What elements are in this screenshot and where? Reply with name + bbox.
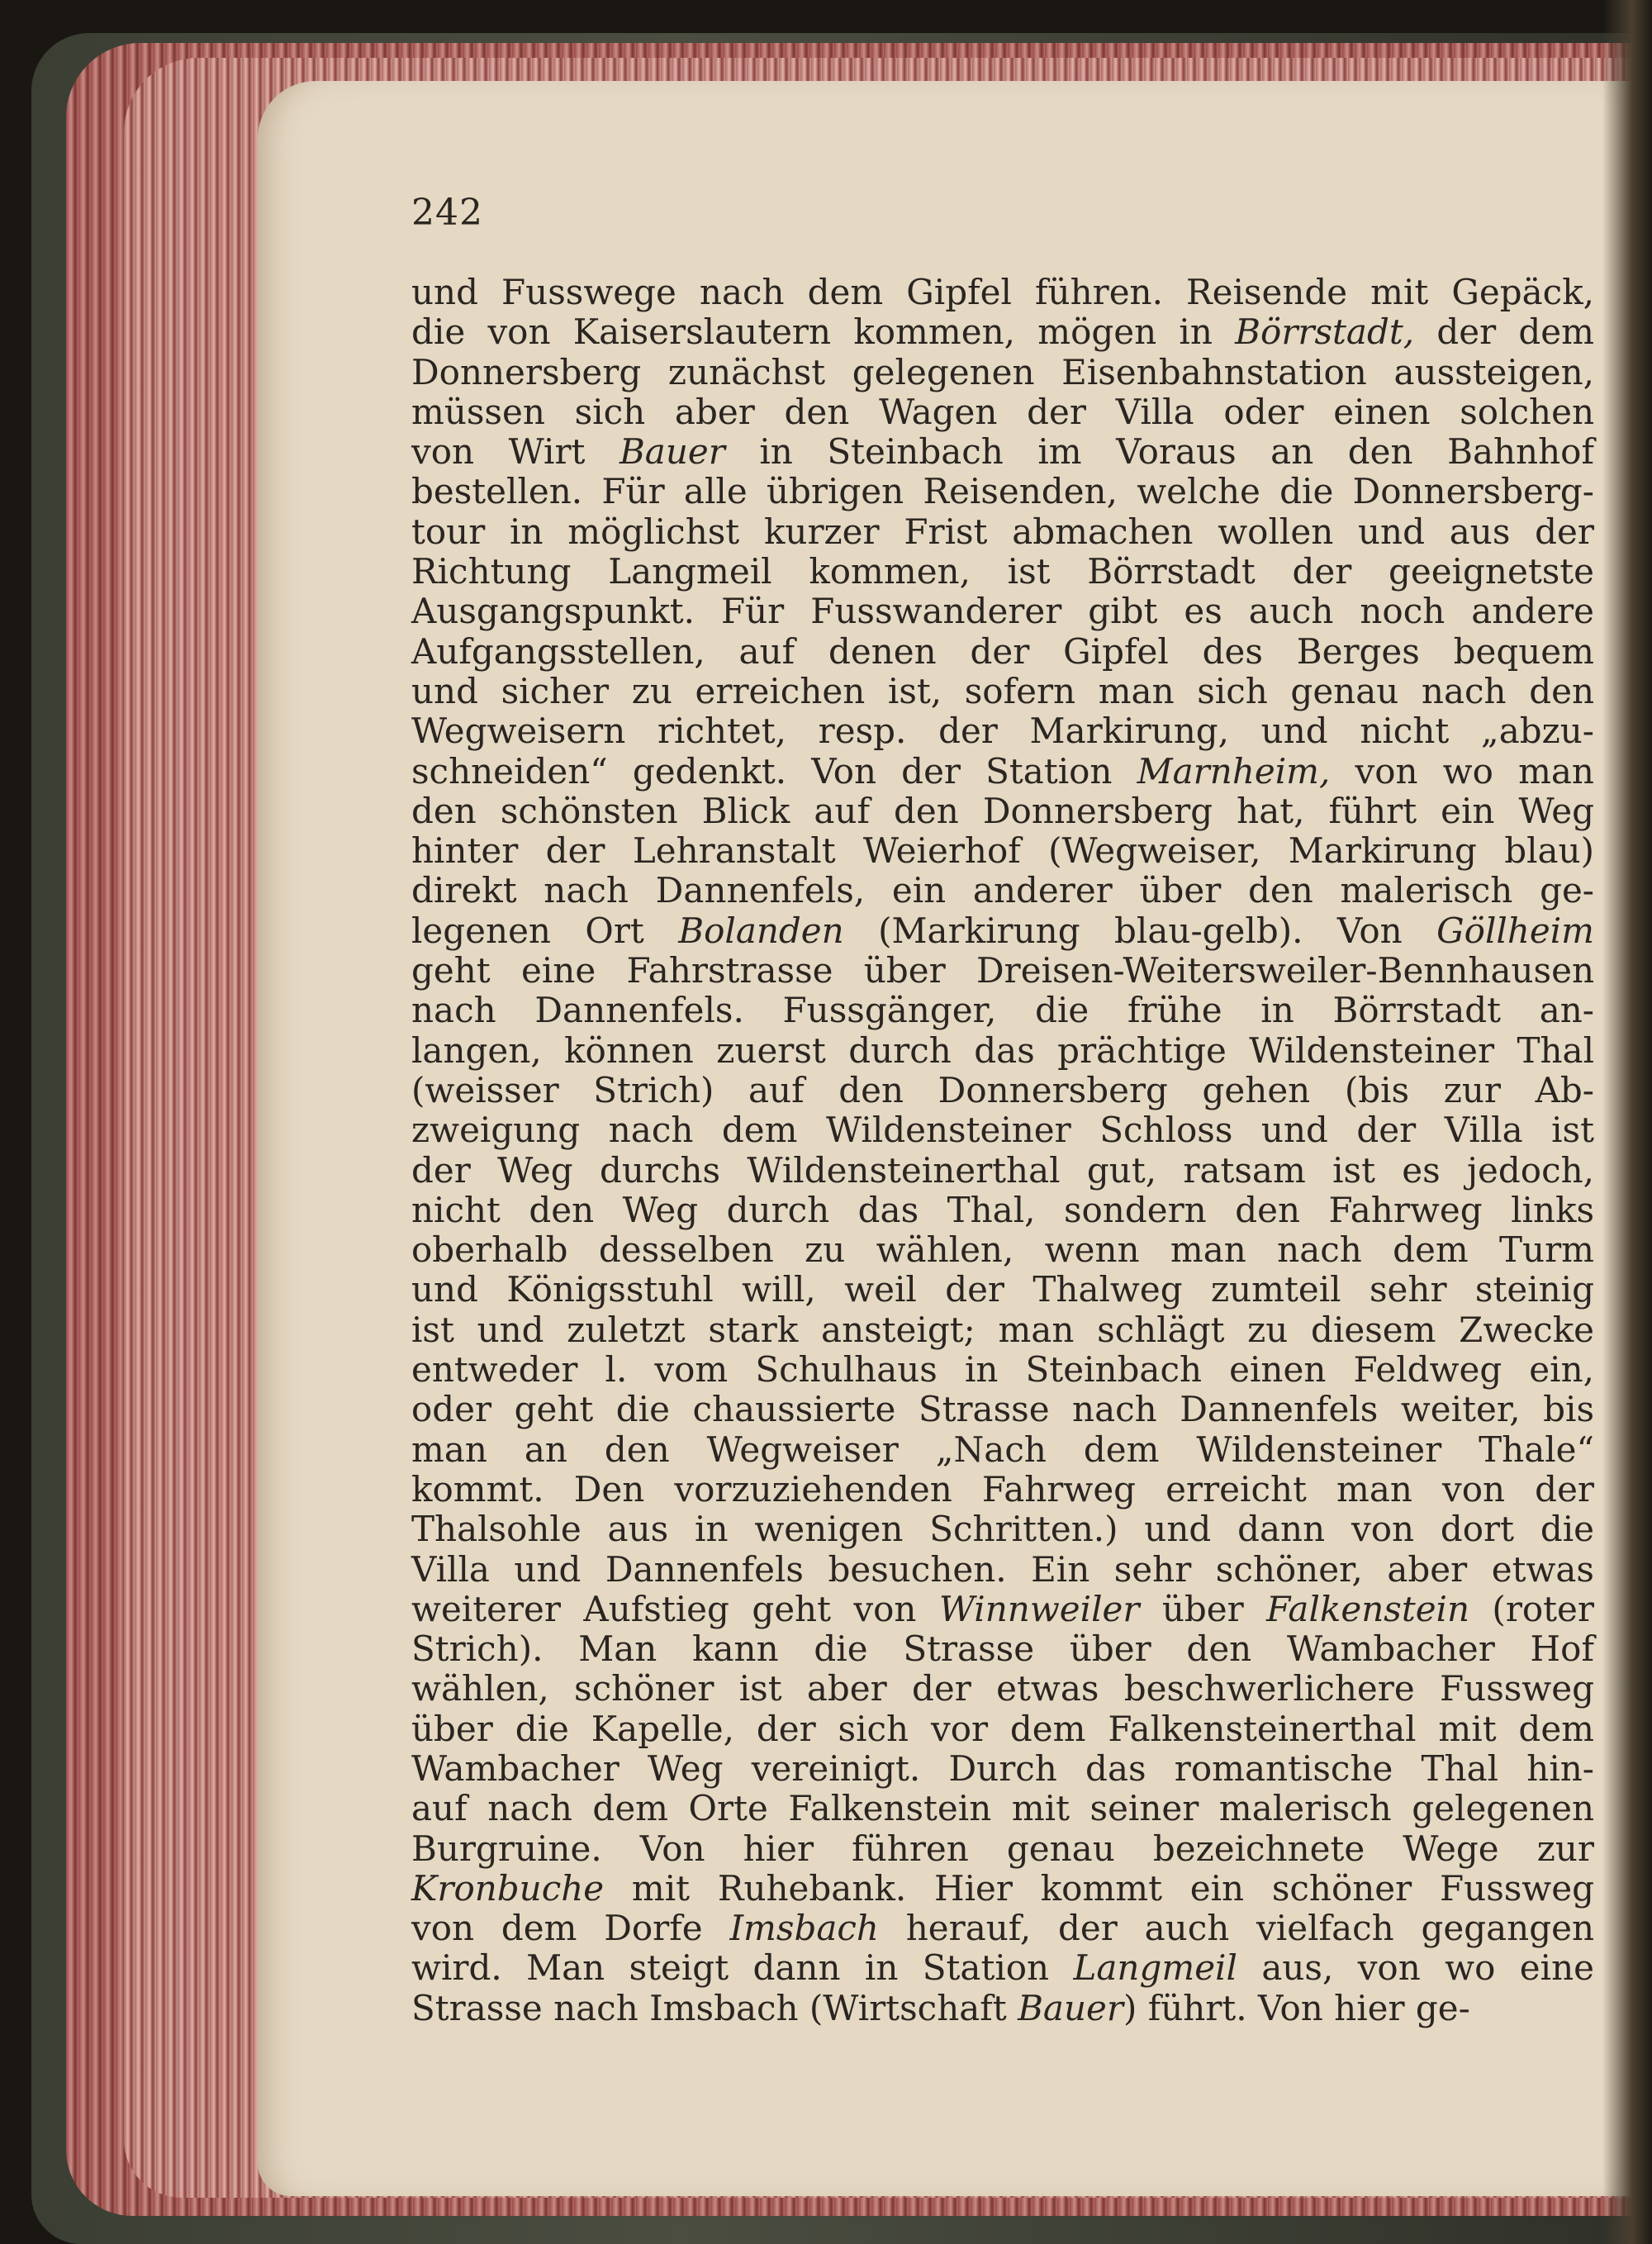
text-run: in Steinbach im Voraus an den Bahnhof [724,431,1594,473]
text-run: oder geht die chaussierte Strasse nach Dannenfels weiter, bis [411,1389,1594,1430]
text-line [411,273,1594,312]
text-line [411,1350,1594,1390]
text-run: die von Kaiserslautern kommen, mögen in [411,311,1236,353]
italic-place-name: Göllheim [1436,910,1594,951]
text-run: von wo man [1330,750,1594,792]
text-run: mit Ruhebank. Hier kommt ein schöner Fussweg [604,1867,1594,1909]
text-line [411,353,1594,392]
text-line [411,512,1594,552]
text-line [411,951,1594,991]
text-line [411,1509,1594,1549]
text-line [411,1550,1594,1590]
text-run: wählen, schöner ist aber der etwas beschwerlichere Fussweg [411,1668,1594,1709]
text-run: und Königsstuhl will, weil der Thalweg zumteil sehr steinig [411,1269,1594,1310]
italic-place-name: Bolanden [678,910,844,951]
text-run: Villa und Dannenfels besuchen. Ein sehr schöner, aber etwas [411,1548,1594,1590]
italic-place-name: Börrstadt, [1235,311,1415,353]
text-run: ) führt. Von hier ge- [1123,1987,1470,2028]
text-run: Richtung Langmeil kommen, ist Börrstadt der geeignetste [411,551,1594,592]
text-run: Wambacher Weg vereinigt. Durch das romantische Thal hin- [411,1747,1594,1789]
text-line [411,991,1594,1030]
text-run: nach Dannenfels. Fussgänger, die frühe in Börrstadt an- [411,990,1594,1031]
text-run: der dem [1414,311,1594,353]
text-line [411,1390,1594,1429]
italic-place-name: Marnheim, [1137,750,1331,792]
text-run: Ausgangspunkt. Für Fusswanderer gibt es auch noch andere [411,591,1594,632]
text-line [411,1909,1594,1948]
text-run: von dem Dorfe [411,1908,730,1949]
text-line [411,871,1594,910]
book-gutter [1602,0,1652,2244]
text-run: über die Kapelle, der sich vor dem Falkensteinerthal mit dem [411,1708,1594,1749]
text-line [411,711,1594,751]
italic-place-name: Kronbuche [411,1867,605,1909]
text-run: Wegweisern richtet, resp. der Markirung, und nicht „abzu- [411,711,1594,752]
text-line [411,1191,1594,1230]
text-run: zweigung nach dem Wildensteiner Schloss und der Villa ist [411,1110,1594,1151]
text-run: geht eine Fahrstrasse über Dreisen-Weitersweiler-Bennhausen [411,950,1594,991]
text-run: oberhalb desselben zu wählen, wenn man nach dem Turm [411,1229,1594,1271]
text-run: direkt nach Dannenfels, ein anderer über den malerisch ge- [411,870,1594,911]
text-run: (roter [1469,1588,1594,1629]
text-run: (weisser Strich) auf den Donnersberg gehen (bis zur Ab- [411,1069,1594,1110]
text-line [411,1110,1594,1150]
text-line [411,1749,1594,1789]
text-line [411,792,1594,831]
text-line [411,1789,1594,1828]
text-line [411,1270,1594,1310]
text-run: aus, von wo eine [1237,1947,1594,1989]
text-run: schneiden“ gedenkt. Von der Station [411,750,1137,792]
text-run: bestellen. Für alle übrigen Reisenden, welche die Donnersberg- [411,471,1594,512]
text-line [411,1829,1594,1869]
text-line [411,1470,1594,1509]
text-line [411,1989,1594,2028]
text-run: (Markirung blau-gelb). Von [843,910,1437,951]
text-run: ist und zuletzt stark ansteigt; man schlägt zu diesem Zwecke [411,1309,1594,1350]
text-run: den schönsten Blick auf den Donnersberg hat, führt ein Weg [411,790,1594,831]
text-line [411,1310,1594,1350]
page-number: 242 [411,192,483,234]
text-line [411,1151,1594,1191]
italic-place-name: Langmeil [1073,1947,1237,1989]
text-run: man an den Wegweiser „Nach dem Wildensteiner Thale“ [411,1429,1594,1470]
text-run: Strasse nach Imsbach (Wirtschaft [411,1987,1018,2028]
text-run: legenen Ort [411,910,679,951]
text-line [411,632,1594,672]
text-line [411,312,1594,352]
text-run: herauf, der auch vielfach gegangen [878,1908,1594,1949]
text-run: müssen sich aber den Wagen der Villa oder einen solchen [411,391,1594,432]
text-run: weiterer Aufstieg geht von [411,1588,939,1629]
text-run: und sicher zu erreichen ist, sofern man sich genau nach den [411,670,1594,711]
text-run: kommt. Den vorzuziehenden Fahrweg erreicht man von der [411,1468,1594,1509]
text-line [411,1590,1594,1629]
text-run: Burgruine. Von hier führen genau bezeichnete Wege zur [411,1828,1594,1869]
text-line [411,911,1594,951]
text-line [411,592,1594,631]
text-run: über [1139,1588,1267,1629]
text-line [411,1669,1594,1709]
text-line [411,472,1594,511]
text-line [411,552,1594,592]
text-line [411,392,1594,432]
text-run: Donnersberg zunächst gelegenen Eisenbahnstation aussteigen, [411,351,1594,392]
text-line [411,1031,1594,1071]
italic-place-name: Imsbach [729,1908,879,1949]
text-line [411,1709,1594,1749]
text-run: Thalsohle aus in wenigen Schritten.) und dann von dort die [411,1509,1594,1550]
text-line [411,1869,1594,1909]
text-run: der Weg durchs Wildensteinerthal gut, ratsam ist es jedoch, [411,1149,1594,1191]
text-run: und Fusswege nach dem Gipfel führen. Reisende mit Gepäck, [411,272,1594,312]
text-line [411,1071,1594,1110]
text-line [411,672,1594,711]
text-run: hinter der Lehranstalt Weierhof (Wegweiser, Markirung blau) [411,830,1594,872]
text-run: von Wirt [411,431,620,473]
text-run: entweder l. vom Schulhaus in Steinbach einen Feldweg ein, [411,1349,1594,1391]
text-run: tour in möglichst kurzer Frist abmachen wollen und aus der [411,511,1594,552]
text-line [411,1629,1594,1669]
italic-place-name: Falkenstein [1266,1588,1470,1629]
text-line [411,1948,1594,1988]
text-line [411,1230,1594,1270]
italic-place-name: Winnweiler [938,1588,1140,1629]
text-line [411,752,1594,792]
text-run: Strich). Man kann die Strasse über den Wambacher Hof [411,1628,1594,1670]
text-run: langen, können zuerst durch das prächtige Wildensteiner Thal [411,1029,1594,1071]
italic-place-name: Bauer [619,431,725,473]
text-run: auf nach dem Orte Falkenstein mit seiner malerisch gelegenen [411,1788,1594,1829]
text-run: Aufgangsstellen, auf denen der Gipfel des Berges bequem [411,630,1594,672]
text-run: wird. Man steigt dann in Station [411,1947,1074,1989]
italic-place-name: Bauer [1018,1987,1123,2028]
page-body-text [411,273,1594,2028]
text-run: nicht den Weg durch das Thal, sondern den Fahrweg links [411,1189,1594,1230]
text-line [411,1430,1594,1470]
text-line [411,432,1594,472]
text-line [411,831,1594,871]
